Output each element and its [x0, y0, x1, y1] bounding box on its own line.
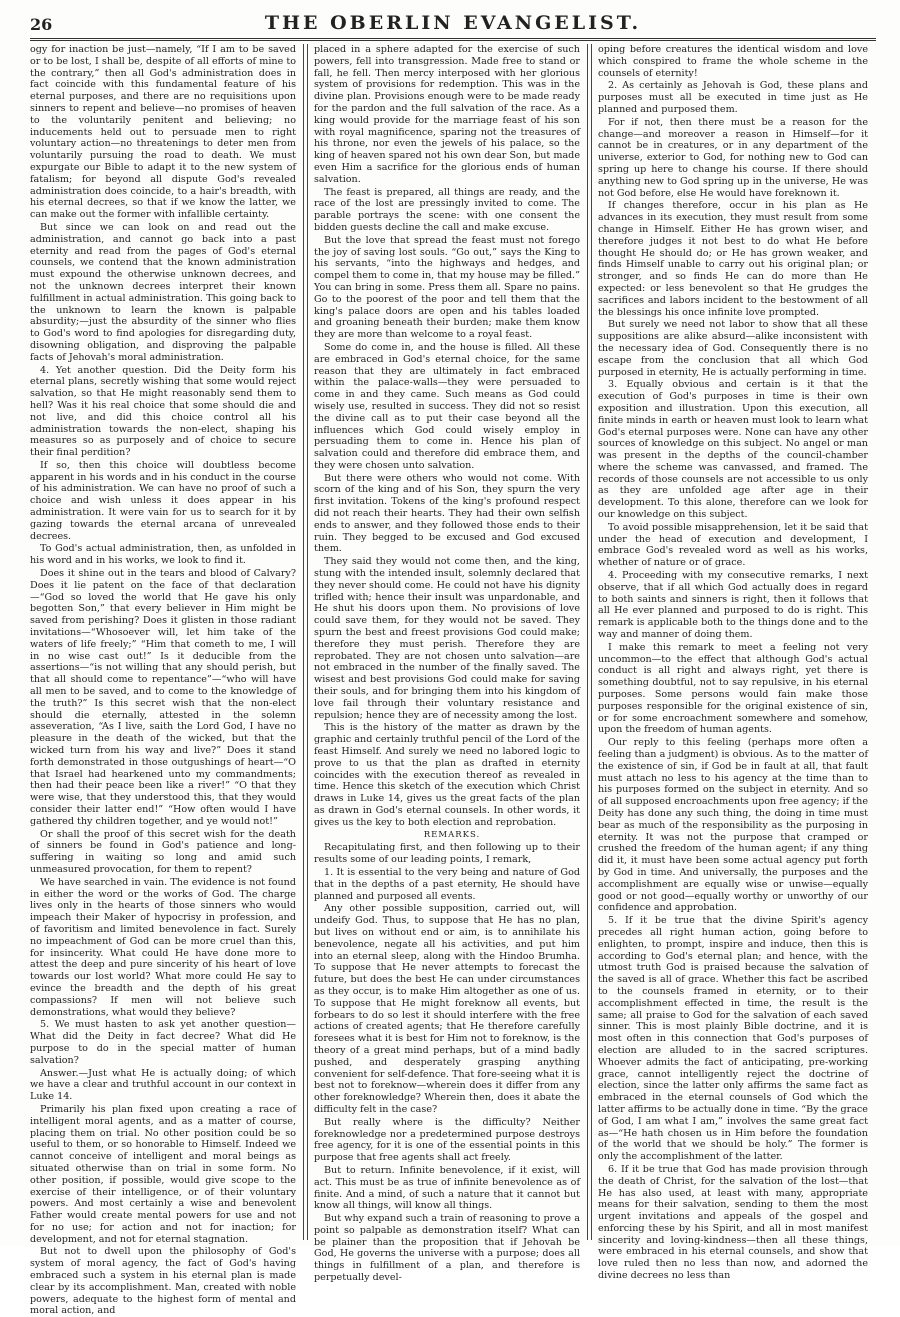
paragraph: 1. It is essential to the very being and nature of God that in the depths of a past eternity, He should have planned and purposed all events.: [314, 866, 580, 902]
running-title: THE OBERLIN EVANGELIST.: [264, 12, 642, 34]
paragraph: But to return. Infinite benevolence, if it exist, will act. This must be as true of infinite benevolence as of finite. And a mind, of such a nature that it cannot but know all things, will know all things.: [314, 1164, 580, 1212]
paragraph: To God's actual administration, then, as unfolded in his word and in his works, we look to find it.: [30, 543, 296, 567]
paragraph: But why expand such a train of reasoning to prove a point so palpable as demonstration itself? What can be plainer than the proposition that if Jehovah be God, He governs the universe with a purpose; does all things in fulfillment of a plan, and therefore is perpetually devel-: [314, 1213, 580, 1284]
column-3: [598, 44, 868, 1282]
column-rule: [587, 44, 592, 1240]
paragraph: Answer.—Just what He is actually doing; of which we have a clear and truthful account in our context in Luke 14.: [30, 1067, 296, 1103]
paragraph: ogy for inaction be just—namely, “If I am to be saved or to be lost, I shall be, despite of all efforts of mine to the contrary,” then all God's administration does in fact coincide with this fundamental feature of his eternal purposes, and there are no requisitions upon sinners to repent and believe—no promises of heaven to the voluntarily penitent and believing; no inducements held out to persuade men to right voluntary action—no threatenings to deter men from voluntarily pursuing the road to death. We must expurgate our Bible to adapt it to the new system of fatalism; for beyond all dispute God's revealed administration does coincide, to a hair's breadth, with his eternal decrees, so that if we know the latter, we can make out the former with infallible certainty.: [30, 44, 296, 221]
paragraph: Does it shine out in the tears and blood of Calvary? Does it lie patent on the face of that declaration—“God so loved the world that He gave his only begotten Son,” that every believer in Him might be saved from perishing? Does it glisten in those radiant invitations—“Whosoever will, let him take of the waters of life freely;” “Him that cometh to me, I will in no wise cast out!” Is it deducible from the assertions—“is not willing that any should perish, but that all should come to repentance”—“who will have all men to be saved, and to come to the knowledge of the truth?” Is this secret wish that the non-elect should die eternally, attested in the solemn asseveration, “As I live, saith the Lord God, I have no pleasure in the death of the wicked, but that the wicked turn from his way and live?” Does it stand forth demonstrated in those outgushings of heart—“O that Israel had hearkened unto my commandments; then had their peace been like a river!” “O that they were wise, that they understood this, that they would consider their latter end!” “How often would I have gathered thy children together, and ye would not!”: [30, 568, 296, 827]
paragraph: Any other possible supposition, carried out, will undeify God. Thus, to suppose that He has no plan, but lives on without end or aim, is to annihilate his benevolence, negate all his activities, and put him into an eternal sleep, along with the Hindoo Brumha. To suppose that He never attempts to forecast the future, but does the best He can under circumstances as they occur, is to make Him altogether as one of us. To suppose that He might foreknow all events, but forbears to do so lest it should interfere with the free actions of created agents; that He therefore carefully foresees what it is best for Him not to foreknow, is the theory of a great mind perhaps, but of a mind badly pushed, and desperately grasping anything convenient for self-defence. That fore-seeing what it is best not to foreknow—wherein does it differ from any other foreknowledge? Wherein then, does it abate the difficulty felt in the case?: [314, 903, 580, 1115]
column-rule: [303, 44, 308, 1240]
paragraph: If changes therefore, occur in his plan as He advances in its execution, they must result from some change in Himself. Either He has grown wiser, and therefore judges it not best to do what He before thought He should do; or He has grown weaker, and finds Himself unable to carry out his original plan; or stronger, and so finds He can do more than He expected: or less benevolent so that He grudges the sacrifices and labors incident to the bestowment of all the blessings his once infinite love prompted.: [598, 200, 868, 318]
paragraph: I make this remark to meet a feeling not very uncommon—to the effect that although God's actual conduct is all right and always right, yet there is something doubtful, not to say repulsive, in his eternal purposes. Some persons would fain make those purposes responsible for the original existence of sin, or for some encroachment somewhere and somehow, upon the freedom of human agents.: [598, 641, 868, 736]
section-heading: REMARKS.: [423, 829, 481, 840]
paragraph: But really where is the difficulty? Neither foreknowledge nor a predetermined purpose destroys free agency, for it is one of the essential points in this purpose that free agents shall act freely.: [314, 1116, 580, 1164]
paragraph: For if not, then there must be a reason for the change—and moreover a reason in Himself—for it cannot be in creatures, or in any department of the universe, exterior to God, for nothing new to God can spring up here to change his course. If there should anything new to God spring up in the universe, He was not God before, else He would have foreknown it.: [598, 116, 868, 199]
paragraph: 5. If it be true that the divine Spirit's agency precedes all right human action, going before to enlighten, to prompt, inspire and induce, then this is according to God's eternal plan; and hence, with the utmost truth God is praised because the salvation of the saved is all of grace. Whether this fact be ascribed to the counsels framed in eternity, or to their accomplishment effected in time, the result is the same; all praise to God for the salvation of each saved sinner. This is most plainly Bible doctrine, and it is most often in this connection that God's purposes of election are alluded to in the sacred scriptures. Whoever admits the fact of anticipating, pre-working grace, cannot intelligently reject the doctrine of election, since the latter only affirms the same fact as embraced in the eternal counsels of God which the latter affirms to be actually done in time. “By the grace of God, I am what I am,” involves the same great fact as—“He hath chosen us in Him before the foundation of the world that we should be holy.” The former is only the accomplishment of the latter.: [598, 915, 868, 1163]
paragraph: Our reply to this feeling (perhaps more often a feeling than a judgment) is obvious. As to the matter of the existence of sin, if God be in fault at all, that fault must attach no less to his agency at the time than to his purposes formed on the subject in eternity. And so of all supposed encroachments upon free agency; if the Deity has done any such thing, the doing in time must bear as much of the responsibility as the purposing in eternity. It was not the purpose that cramped or crushed the freedom of the human agent; if any thing did it, it must have been some actual agency put forth by God in time. And universally, the purposes and the accomplishment are equally wise or unwise—equally good or not good—equally worthy or unworthy of our confidence and approbation.: [598, 737, 868, 914]
paragraph: But the love that spread the feast must not forego the joy of saving lost souls. “Go out,” says the King to his servants, “into the highways and hedges, and compel them to come in, that my house may be filled.” You can bring in some. Press them all. Spare no pains. Go to the poorest of the poor and tell them that the king's palace doors are open and his tables loaded and groaning beneath their burden; make them know they are more than welcome to a royal feast.: [314, 234, 580, 341]
paragraph: 6. If it be true that God has made provision through the death of Christ, for the salvation of the lost—that He has also used, at least with many, appropriate means for their salvation, sending to them the most urgent invitations and appeals of the gospel and enforcing these by his Spirit, and all in most manifest sincerity and loving-kindness—then all these things, were embraced in his eternal counsels, and show that love ruled then no less than now, and adorned the divine decrees no less than: [598, 1163, 868, 1282]
paragraph: To avoid possible misapprehension, let it be said that under the head of execution and development, I embrace God's revealed word as well as his works, whether of nature or of grace.: [598, 521, 868, 569]
paragraph: Some do come in, and the house is filled. All these are embraced in God's eternal choice, for the same reason that they are ultimately in fact embraced within the palace-walls—they were persuaded to come in and they came. Such means as God could wisely use, resulted in success. They did not so resist the divine call as to put their case beyond all the influences which God could wisely employ in persuading them to come in. Hence his plan of salvation could and therefore did embrace them, and they were chosen unto salvation.: [314, 341, 580, 471]
paragraph: 5. We must hasten to ask yet another question—What did the Deity in fact decree? What did He purpose to do in the special matter of human salvation?: [30, 1019, 296, 1066]
paragraph: 2. As certainly as Jehovah is God, these plans and purposes must all be executed in time just as He planned and purposed them.: [598, 80, 868, 115]
paragraph: But there were others who would not come. With scorn of the king and of his Son, they spurn the very first invitation. Tokens of the king's profound respect did not reach their hearts. They had their own selfish ends to answer, and they followed those ends to their ruin. They begged to be excused and God excused them.: [314, 472, 580, 555]
paragraph: But since we can look on and read out the administration, and cannot go back into a past eternity and read from the pages of God's eternal counsels, we contend that the known administration must expound the otherwise unknown decrees, and not the unknown decrees interpret their known fulfillment in actual administration. This going back to the unknown to learn the known is palpable absurdity;—just the absurdity of the sinner who flies to God's word to find apologies for disregarding duty, disowning obligation, and disproving the palpable facts of Jehovah's moral administration.: [30, 221, 296, 363]
masthead: [30, 8, 876, 41]
paragraph: They said they would not come then, and the king, stung with the intended insult, solemnly declared that they never should come. He could not have his dignity trifled with; hence their insult was unpardonable, and He shut his doors upon them. No provisions of love could save them, for they would not be saved. They spurn the best and freest provisions God could make; therefore they must perish. Therefore they are reprobated. They are not chosen unto salvation—are not embraced in the number of the finally saved. The wisest and best provisions God could make for saving their souls, and for bringing them into his kingdom of love fail through their voluntary resistance and repulsion; hence they are of necessity among the lost.: [314, 556, 580, 721]
paragraph: We have searched in vain. The evidence is not found in either the word or the works of God. The charge lives only in the hearts of those sinners who would impeach their Maker of hypocrisy in profession, and of favoritism and limited benevolence in fact. Surely no impeachment of God can be more cruel than this, for insincerity. What could He have done more to attest the deep and pure sincerity of his heart of love towards our lost world? What more could He say to evince the breadth and the depth of his great compassions? If men will not believe such demonstrations, what would they believe?: [30, 876, 296, 1018]
paragraph: 4. Yet another question. Did the Deity form his eternal plans, secretly wishing that some would reject salvation, so that He might reasonably send them to hell? Was it his real choice that some should die and not live, and did this choice control all his administration towards the non-elect, shaping his measures so as purposely and of choice to secure their final perdition?: [30, 364, 296, 459]
paragraph: Recapitulating first, and then following up to their results some of our leading points, I remark,: [314, 842, 580, 866]
paragraph: This is the history of the matter as drawn by the graphic and certainly truthful pencil of the Lord of the feast Himself. And surely we need no labored logic to prove to us that the plan as drafted in eternity coincides with the execution thereof as revealed in time. Hence this sketch of the execution which Christ draws in Luke 14, gives us the great facts of the plan as drawn in God's eternal counsels. In other words, it gives us the key to both election and reprobation.: [314, 722, 580, 828]
paragraph: 3. Equally obvious and certain is it that the execution of God's purposes in time is their own exposition and illustration. Upon this execution, all finite minds in earth or heaven must look to learn what God's eternal purposes were. None can have any other sources of knowledge on this subject. No angel or man was present in the depths of the council-chamber where the scheme was canvassed, and framed. The records of those counsels are not accessible to us only as they are unfolded age after age in their development. To this alone, therefore can we look for our knowledge on this subject.: [598, 379, 868, 521]
article-columns: [30, 44, 876, 1317]
paragraph: 4. Proceeding with my consecutive remarks, I next observe, that if all which God actually does in regard to both saints and sinners is right, then it follows that all He ever planned and purposed to do is right. This remark is applicable both to the things done and to the way and manner of doing them.: [598, 570, 868, 641]
column-2: [314, 44, 580, 1284]
paragraph: But not to dwell upon the philosophy of God's system of moral agency, the fact of God's having embraced such a system in his eternal plan is made clear by its accomplishment. Man, created with noble powers, adequate to the highest form of mental and moral action, and: [30, 1246, 296, 1317]
page-number: 26: [30, 15, 53, 34]
paragraph: But surely we need not labor to show that all these suppositions are alike absurd—alike inconsistent with the necessary idea of God. Consequently there is no escape from the conclusion that all which God purposed in eternity, He is actually performing in time.: [598, 319, 868, 378]
column-1: [30, 44, 296, 1317]
paragraph: The feast is prepared, all things are ready, and the race of the lost are pressingly invited to come. The parable portrays the scene: with one consent the bidden guests decline the call and make excuse.: [314, 186, 580, 233]
paragraph: If so, then this choice will doubtless become apparent in his words and in his conduct in the course of his administration. We can have no proof of such a choice and wish unless it does appear in his administration. It were vain for us to search for it by gazing towards the eternal arcana of unrevealed decrees.: [30, 459, 296, 542]
paragraph: Or shall the proof of this secret wish for the death of sinners be found in God's patience and long-suffering in waiting so long and amid such unmeasured provocation, for them to repent?: [30, 828, 296, 875]
paragraph: placed in a sphere adapted for the exercise of such powers, fell into transgression. Made free to stand or fall, he fell. Then mercy interposed with her glorious system of provisions for redemption. This was in the divine plan. Provisions enough were to be made ready for the pardon and the full salvation of the race. As a king would provide for the marriage feast of his son with royal magnificence, sparing not the treasures of his throne, nor even the jewels of his palace, so the king of heaven spared not his own dear Son, but made even Him a sacrifice for the glorious ends of human salvation.: [314, 44, 580, 185]
paragraph: Primarily his plan fixed upon creating a race of intelligent moral agents, and as a matter of course, placing them on trial. No other position could be so useful to them, or so honorable to Himself. Indeed we cannot conceive of intelligent and moral beings as situated otherwise than on trial in some form. No other position, if possible, would give scope to the exercise of their intelligence, or of their voluntary powers. And most certainly a wise and benevolent Father would create mental powers for use and not for no use; for action and not for inaction; for development, and not for eternal stagnation.: [30, 1103, 296, 1245]
paragraph: oping before creatures the identical wisdom and love which conspired to frame the whole scheme in the counsels of eternity!: [598, 44, 868, 79]
